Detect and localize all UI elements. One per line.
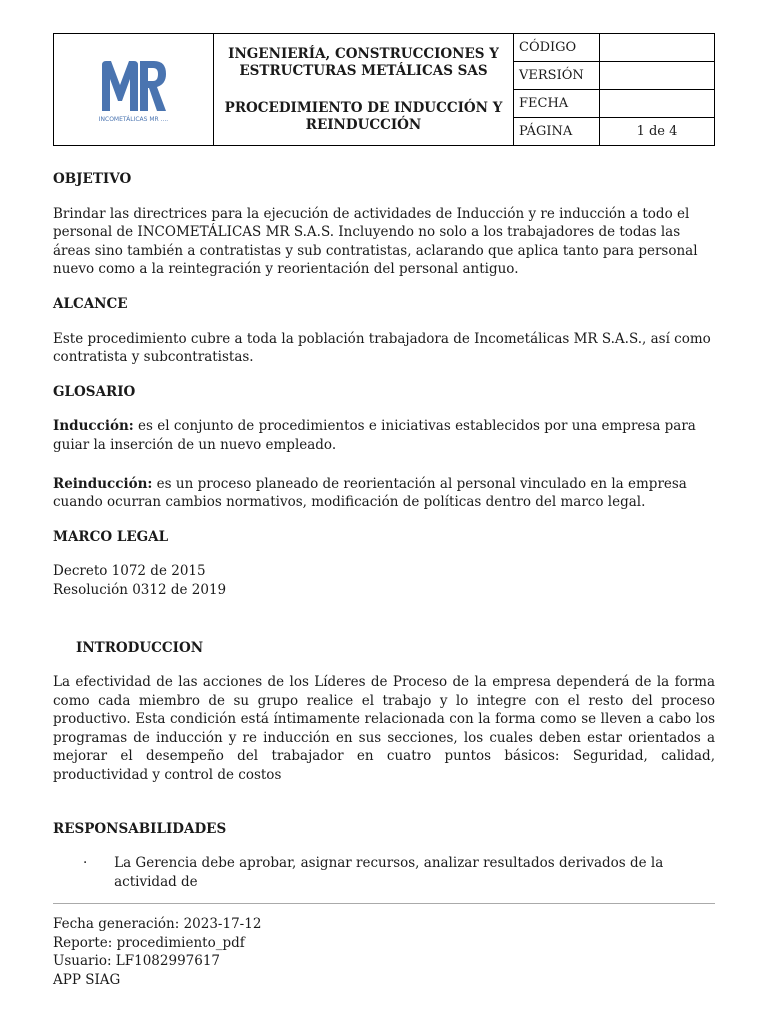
fecha-value	[600, 90, 715, 118]
document-header-table	[53, 33, 715, 146]
company-name: INGENIERÍA, CONSTRUCCIONES Y ESTRUCTURAS METÁLICAS SAS	[228, 45, 499, 79]
logo-cell	[54, 34, 214, 146]
alcance-title: ALCANCE	[53, 295, 128, 312]
introduccion-title: INTRODUCCION	[76, 639, 204, 656]
responsabilidades-title: RESPONSABILIDADES	[53, 820, 227, 837]
glosario-reinduccion	[53, 475, 715, 512]
glosario-title: GLOSARIO	[53, 383, 136, 400]
fecha-label: FECHA	[514, 90, 600, 118]
version-label: VERSIÓN	[514, 62, 600, 90]
document-title: PROCEDIMIENTO DE INDUCCIÓN Y REINDUCCIÓN	[224, 99, 503, 133]
responsabilidad-item: La Gerencia debe aprobar, asignar recursos, analizar resultados derivados de la actividad de	[114, 855, 664, 890]
marco-legal-title: MARCO LEGAL	[53, 528, 169, 545]
alcance-body: Este procedimiento cubre a toda la población trabajadora de Incometálicas MR S.A.S., así como contratista y subcontratistas.	[53, 330, 711, 366]
glosario-induccion	[53, 417, 715, 454]
footer-fecha: Fecha generación: 2023-17-12	[53, 916, 262, 932]
introduccion-body: La efectividad de las acciones de los Líderes de Proceso de la empresa dependerá de la forma como cada miembro de su grupo realice el trabajo y lo integre con el resto del proceso productivo. Esta condición está íntimamente relacionada con la forma como se lleven a cabo los programas de inducción y re inducción en sus secciones, los cuales deben estar orientados a mejorar el desempeño del trabajador en cuatro puntos básicos: Seguridad, calidad, productividad y control de costos	[53, 674, 715, 784]
title-cell	[214, 34, 514, 146]
document-body	[53, 170, 715, 891]
reinduccion-definition: es un proceso planeado de reorientación al personal vinculado en la empresa cuando ocurran cambios normativos, modificación de políticas dentro del marco legal.	[53, 475, 687, 511]
footer-usuario: Usuario: LF1082997617	[53, 953, 221, 970]
pagina-value: 1 de 4	[600, 118, 715, 146]
reinduccion-term: Reinducción:	[53, 475, 153, 492]
induccion-definition: es el conjunto de procedimientos e iniciativas establecidos por una empresa para guiar la inserción de un nuevo empleado.	[53, 418, 696, 453]
logo-caption: INCOMETÁLICAS MR ....	[98, 115, 169, 123]
codigo-label: CÓDIGO	[514, 34, 600, 62]
marco-legal-item: Resolución 0312 de 2019	[53, 581, 227, 598]
objetivo-title: OBJETIVO	[53, 171, 132, 187]
bullet-marker: ·	[83, 855, 88, 872]
version-value	[600, 62, 715, 90]
pagina-label: PÁGINA	[514, 118, 600, 146]
marco-legal-item: Decreto 1072 de 2015	[53, 563, 206, 580]
report-footer	[53, 915, 261, 989]
list-item	[53, 854, 715, 891]
induccion-term: Inducción:	[53, 418, 134, 435]
objetivo-body: Brindar las directrices para la ejecución de actividades de Inducción y re inducción a todo el personal de INCOMETÁLICAS MR S.A.S. Incluyendo no solo a los trabajadores de todas las áreas sino también a contratistas y sub contratistas, aclarando que aplica tanto para personal nuevo como a la reintegración y reorientación del personal antiguo.	[53, 205, 698, 278]
footer-app: APP SIAG	[53, 971, 121, 988]
footer-reporte: Reporte: procedimiento_pdf	[53, 934, 245, 951]
footer-divider	[53, 903, 715, 904]
codigo-value	[600, 34, 715, 62]
company-logo-icon	[98, 57, 170, 115]
